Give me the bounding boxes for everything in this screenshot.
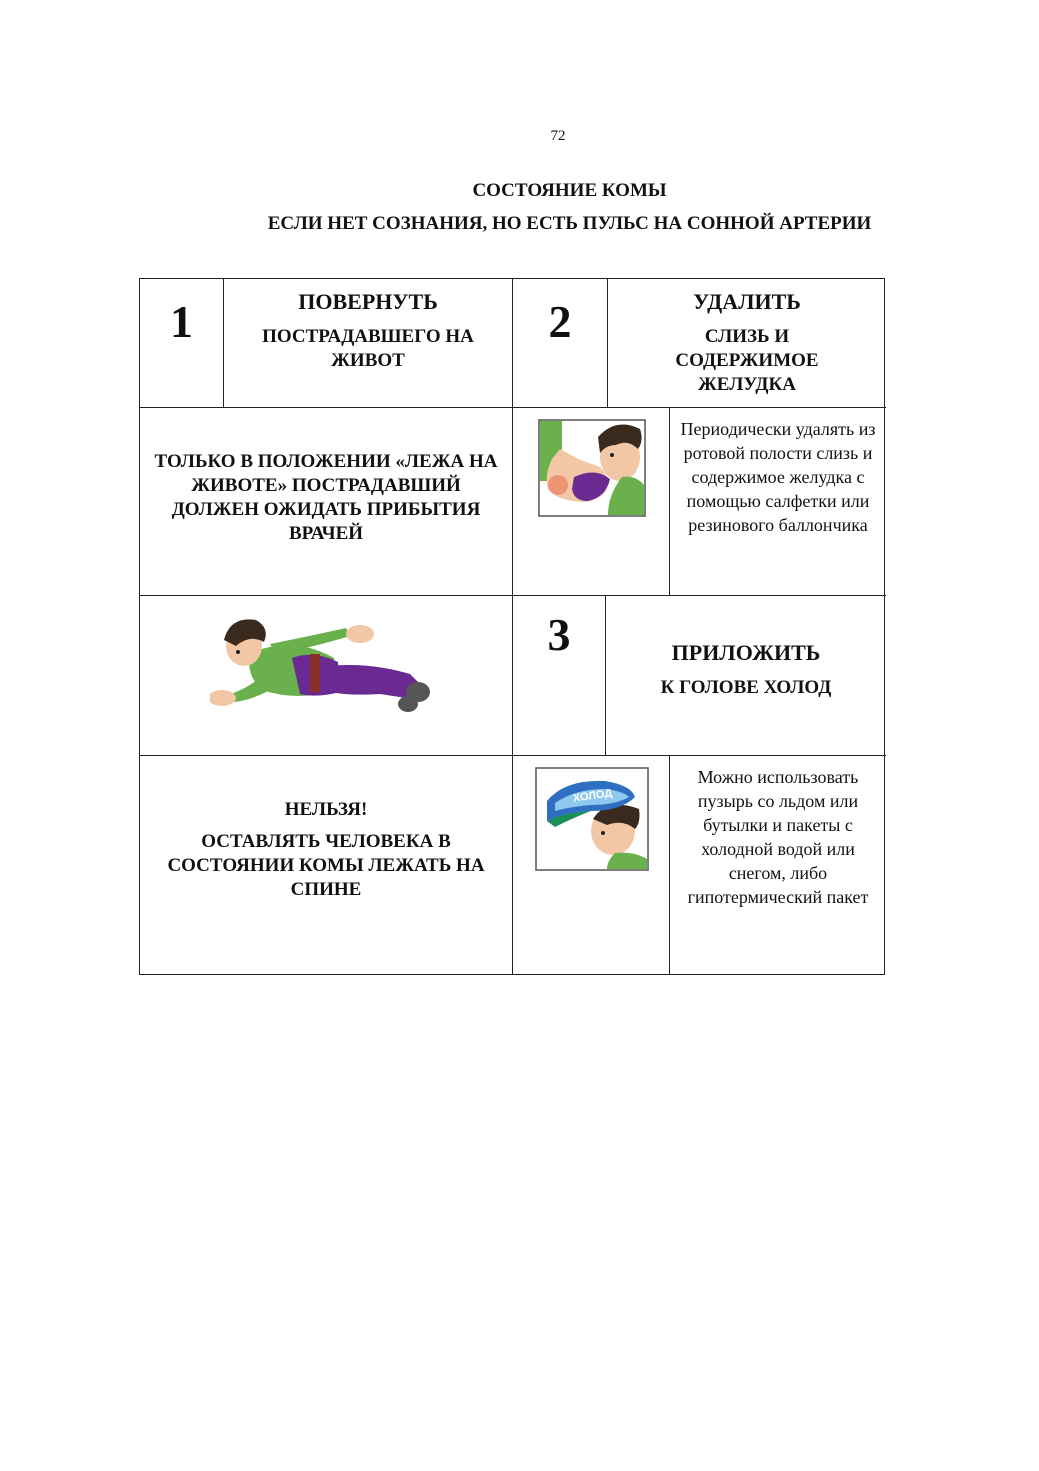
step2-number-cell — [512, 279, 607, 407]
cold-image-cell — [512, 755, 669, 975]
page-subtitle: ЕСЛИ НЕТ СОЗНАНИЯ, НО ЕСТЬ ПУЛЬС НА СОННОЙ АРТЕРИИ — [267, 213, 872, 234]
step3-number-cell — [512, 595, 605, 755]
mouth-cleaning-illustration — [538, 419, 646, 517]
instruction-table — [139, 278, 885, 975]
forbidden-heading: НЕЛЬЗЯ! — [284, 799, 368, 820]
step2-heading: УДАЛИТЬ — [693, 289, 801, 314]
belly-note: ТОЛЬКО В ПОЛОЖЕНИИ «ЛЕЖА НА ЖИВОТЕ» ПОСТРАДАВШИЙ ДОЛЖЕН ОЖИДАТЬ ПРИБЫТИЯ ВРАЧЕЙ — [154, 451, 498, 544]
step1-heading: ПОВЕРНУТЬ — [298, 289, 438, 314]
step1-text: ПОСТРАДАВШЕГО НА ЖИВОТ — [262, 326, 474, 371]
clean-note-cell — [669, 407, 886, 595]
cold-pack-illustration — [535, 767, 649, 871]
cold-pack-label: ХОЛОД — [572, 787, 613, 805]
step1-number-cell — [140, 279, 223, 407]
forbidden-cell — [140, 755, 512, 975]
step3-content-cell — [605, 595, 886, 755]
person-lying-on-stomach-illustration — [210, 606, 450, 726]
step2-number: 2 — [548, 296, 572, 347]
step3-text: К ГОЛОВЕ ХОЛОД — [660, 677, 832, 698]
belly-note-cell — [140, 407, 512, 595]
cold-note: Можно использовать пузырь со льдом или бутылки и пакеты с холодной водой или снегом, либо гипотермический пакет — [687, 767, 869, 907]
step2-text: СЛИЗЬ И СОДЕРЖИМОЕ ЖЕЛУДКА — [675, 326, 819, 395]
step2-content-cell — [607, 279, 886, 407]
page-number: 72 — [550, 128, 566, 144]
step1-number: 1 — [170, 296, 193, 347]
step1-content-cell — [223, 279, 512, 407]
clean-note: Периодически удалять из ротовой полости слизь и содержимое желудка с помощью салфетки или резинового баллончика — [680, 419, 876, 535]
lying-figure-cell — [140, 595, 512, 755]
forbidden-text: ОСТАВЛЯТЬ ЧЕЛОВЕКА В СОСТОЯНИИ КОМЫ ЛЕЖАТЬ НА СПИНЕ — [167, 831, 485, 900]
clean-image-cell — [512, 407, 669, 595]
page-title: СОСТОЯНИЕ КОМЫ — [472, 180, 667, 201]
step3-heading: ПРИЛОЖИТЬ — [671, 640, 821, 665]
step3-number: 3 — [547, 609, 571, 660]
cold-note-cell — [669, 755, 886, 975]
